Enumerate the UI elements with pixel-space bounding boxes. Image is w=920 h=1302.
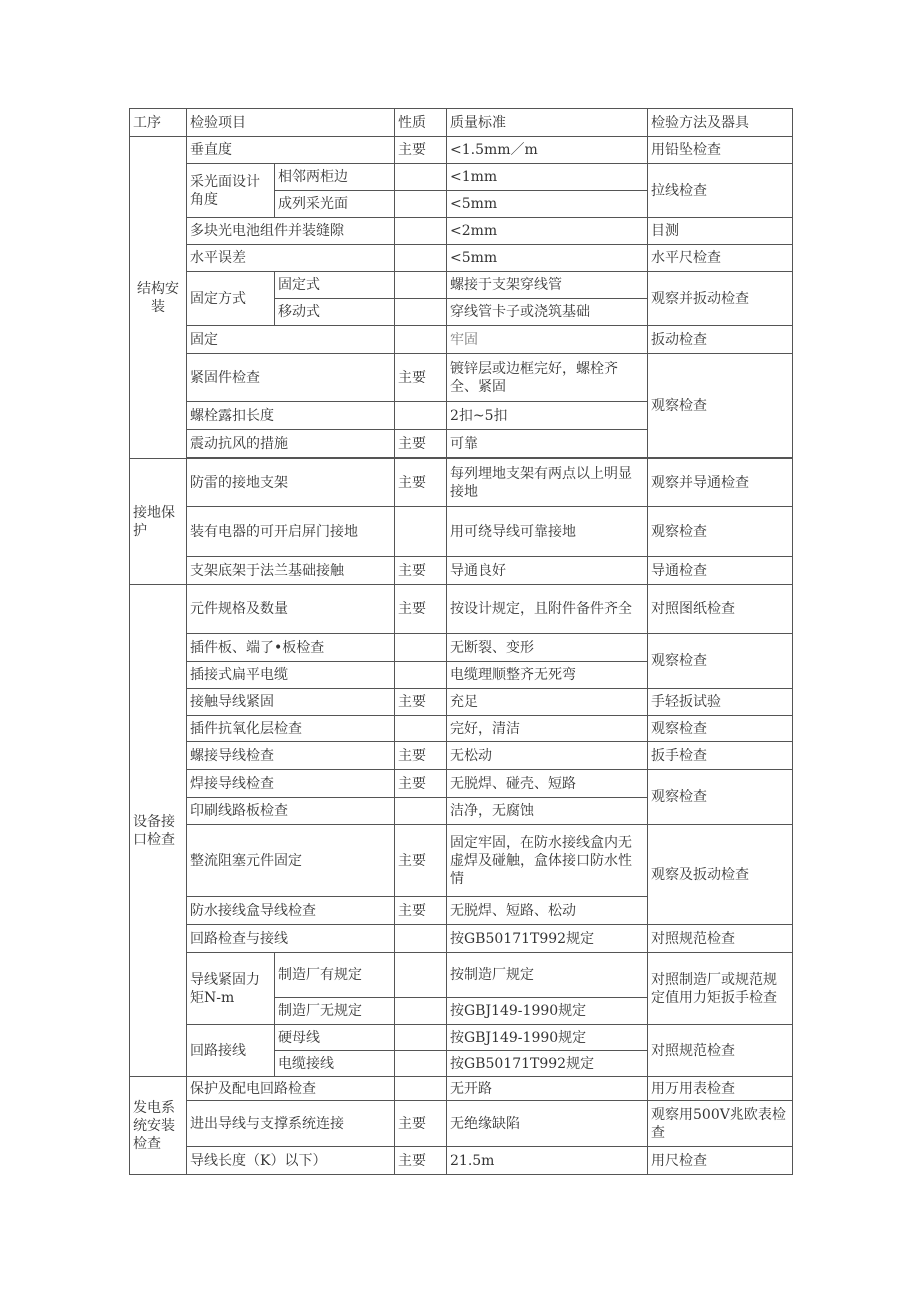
sub-item-cell: 制造厂有规定	[275, 953, 395, 998]
nature-cell: 主要	[395, 557, 447, 585]
item-cell: 防水接线盒导线检查	[187, 897, 395, 925]
standard-cell: 按GB50171T992规定	[447, 1051, 648, 1077]
table-row	[130, 585, 793, 634]
table-row	[130, 742, 793, 770]
group-label: 发电系统安装检查	[130, 1077, 187, 1175]
nature-cell	[395, 507, 447, 557]
method-cell: 对照规范检查	[648, 925, 793, 953]
nature-cell: 主要	[395, 430, 447, 458]
item-cell: 焊接导线检查	[187, 770, 395, 798]
standard-cell: 螺接于支架穿线管	[447, 272, 648, 299]
nature-cell: 主要	[395, 742, 447, 770]
item-cell: 保护及配电回路检查	[187, 1077, 395, 1101]
nature-cell	[395, 191, 447, 218]
method-cell: 对照规范检查	[648, 1025, 793, 1077]
inspection-table	[129, 108, 793, 1175]
standard-cell: 完好，清洁	[447, 716, 648, 742]
method-cell: 观察用500V兆欧表检查	[648, 1101, 793, 1147]
item-cell: 接触导线紧固	[187, 689, 395, 716]
nature-cell	[395, 272, 447, 299]
nature-cell: 主要	[395, 354, 447, 402]
item-cell: 固定方式	[187, 272, 275, 326]
method-cell: 目测	[648, 218, 793, 245]
standard-cell: 无松动	[447, 742, 648, 770]
method-cell: 导通检查	[648, 557, 793, 585]
table-row	[130, 354, 793, 402]
header-row	[130, 109, 793, 137]
table-row	[130, 1025, 793, 1051]
table-row	[130, 137, 793, 164]
standard-cell: 无开路	[447, 1077, 648, 1101]
standard-cell: <5mm	[447, 191, 648, 218]
method-cell: 观察检查	[648, 770, 793, 825]
header-item: 检验项目	[187, 109, 395, 137]
item-cell: 支架底架于法兰基础接触	[187, 557, 395, 585]
method-cell: 观察检查	[648, 507, 793, 557]
nature-cell: 主要	[395, 1101, 447, 1147]
method-cell: 观察检查	[648, 634, 793, 689]
table-row	[130, 326, 793, 354]
nature-cell	[395, 716, 447, 742]
header-method: 检验方法及器具	[648, 109, 793, 137]
table-row	[130, 925, 793, 953]
item-cell: 导线紧固力矩N-m	[187, 953, 275, 1025]
nature-cell	[395, 164, 447, 191]
nature-cell	[395, 218, 447, 245]
table-row	[130, 716, 793, 742]
sub-item-cell: 硬母线	[275, 1025, 395, 1051]
table-row	[130, 557, 793, 585]
sub-item-cell: 制造厂无规定	[275, 998, 395, 1025]
standard-cell: 用可绕导线可靠接地	[447, 507, 648, 557]
table-row	[130, 507, 793, 557]
nature-cell	[395, 925, 447, 953]
standard-cell: 按GBJ149-1990规定	[447, 1025, 648, 1051]
item-cell: 多块光电池组件并装缝隙	[187, 218, 395, 245]
method-cell: 观察并扳动检查	[648, 272, 793, 326]
standard-cell: 每列埋地支架有两点以上明显接地	[447, 459, 648, 507]
method-cell: 扳手检查	[648, 742, 793, 770]
item-cell: 整流阻塞元件固定	[187, 825, 395, 897]
table-row	[130, 164, 793, 191]
nature-cell: 主要	[395, 459, 447, 507]
standard-cell: 按GBJ149-1990规定	[447, 998, 648, 1025]
item-cell: 印刷线路板检查	[187, 798, 395, 825]
table-row	[130, 634, 793, 662]
nature-cell: 主要	[395, 689, 447, 716]
nature-cell	[395, 998, 447, 1025]
standard-cell: 无脱焊、碰壳、短路	[447, 770, 648, 798]
method-cell: 拉线检查	[648, 164, 793, 218]
sub-item-cell: 相邻两柜边	[275, 164, 395, 191]
header-nature: 性质	[395, 109, 447, 137]
table-row	[130, 1147, 793, 1175]
standard-cell: 充足	[447, 689, 648, 716]
standard-cell: 可靠	[447, 430, 648, 458]
item-cell: 固定	[187, 326, 395, 354]
nature-cell	[395, 798, 447, 825]
standard-cell: 牢固	[447, 326, 648, 354]
item-cell: 螺接导线检查	[187, 742, 395, 770]
method-cell: 用铅坠检查	[648, 137, 793, 164]
table-row	[130, 770, 793, 798]
group-label: 设备接口检查	[130, 585, 187, 1077]
method-cell: 对照制造厂或规范规定值用力矩扳手检查	[648, 953, 793, 1025]
sub-item-cell: 电缆接线	[275, 1051, 395, 1077]
item-cell: 进出导线与支撑系统连接	[187, 1101, 395, 1147]
item-cell: 回路检查与接线	[187, 925, 395, 953]
item-cell: 装有电器的可开启屏门接地	[187, 507, 395, 557]
standard-cell: 电缆理顺整齐无死弯	[447, 662, 648, 689]
item-cell: 水平误差	[187, 245, 395, 272]
group-label: 接地保护	[130, 459, 187, 585]
standard-cell: <2mm	[447, 218, 648, 245]
item-cell: 采光面设计角度	[187, 164, 275, 218]
nature-cell: 主要	[395, 137, 447, 164]
nature-cell	[395, 299, 447, 326]
nature-cell: 主要	[395, 585, 447, 634]
standard-cell: 2扣~5扣	[447, 402, 648, 430]
standard-cell: 按制造厂规定	[447, 953, 648, 998]
table-row	[130, 1077, 793, 1101]
standard-cell: 无脱焊、短路、松动	[447, 897, 648, 925]
nature-cell	[395, 953, 447, 998]
method-cell: 水平尺检查	[648, 245, 793, 272]
method-cell: 用万用表检查	[648, 1077, 793, 1101]
standard-cell: 无绝缘缺陷	[447, 1101, 648, 1147]
nature-cell	[395, 1051, 447, 1077]
sub-item-cell: 成列采光面	[275, 191, 395, 218]
standard-cell: 固定牢固，在防水接线盒内无虚焊及碰触，盒体接口防水性情	[447, 825, 648, 897]
table-row	[130, 953, 793, 998]
item-cell: 导线长度（K）以下）	[187, 1147, 395, 1175]
table-row	[130, 272, 793, 299]
table-row	[130, 1101, 793, 1147]
standard-cell: 按设计规定，且附件备件齐全	[447, 585, 648, 634]
method-cell: 观察及扳动检查	[648, 825, 793, 925]
standard-cell: <5mm	[447, 245, 648, 272]
standard-cell: 导通良好	[447, 557, 648, 585]
item-cell: 垂直度	[187, 137, 395, 164]
method-cell: 观察检查	[648, 354, 793, 458]
item-cell: 螺栓露扣长度	[187, 402, 395, 430]
nature-cell: 主要	[395, 1147, 447, 1175]
item-cell: 元件规格及数量	[187, 585, 395, 634]
method-cell: 用尺检查	[648, 1147, 793, 1175]
table-row	[130, 689, 793, 716]
header-standard: 质量标准	[447, 109, 648, 137]
nature-cell	[395, 1025, 447, 1051]
standard-cell: <1mm	[447, 164, 648, 191]
table-row	[130, 245, 793, 272]
standard-cell: 21.5m	[447, 1147, 648, 1175]
nature-cell	[395, 1077, 447, 1101]
nature-cell	[395, 326, 447, 354]
standard-cell: 按GB50171T992规定	[447, 925, 648, 953]
nature-cell	[395, 662, 447, 689]
item-cell: 插件抗氧化层检查	[187, 716, 395, 742]
standard-cell: 无断裂、变形	[447, 634, 648, 662]
method-cell: 观察检查	[648, 716, 793, 742]
method-cell: 观察并导通检查	[648, 459, 793, 507]
item-cell: 回路接线	[187, 1025, 275, 1077]
table-row	[130, 459, 793, 507]
item-cell: 防雷的接地支架	[187, 459, 395, 507]
table-row	[130, 218, 793, 245]
method-cell: 手轻扳试验	[648, 689, 793, 716]
item-cell: 插接式扁平电缆	[187, 662, 395, 689]
table-row	[130, 825, 793, 897]
nature-cell: 主要	[395, 770, 447, 798]
method-cell: 扳动检查	[648, 326, 793, 354]
method-cell: 对照图纸检查	[648, 585, 793, 634]
item-cell: 震动抗风的措施	[187, 430, 395, 458]
sub-item-cell: 固定式	[275, 272, 395, 299]
nature-cell	[395, 402, 447, 430]
nature-cell	[395, 634, 447, 662]
standard-cell: <1.5mm／m	[447, 137, 648, 164]
standard-cell: 镀锌层或边框完好，螺栓齐全、紧固	[447, 354, 648, 402]
sub-item-cell: 移动式	[275, 299, 395, 326]
nature-cell	[395, 245, 447, 272]
item-cell: 插件板、端了•板检查	[187, 634, 395, 662]
item-cell: 紧固件检查	[187, 354, 395, 402]
group-label: 结构安装	[130, 137, 187, 459]
standard-cell: 穿线管卡子或浇筑基础	[447, 299, 648, 326]
standard-cell: 洁净，无腐蚀	[447, 798, 648, 825]
nature-cell: 主要	[395, 825, 447, 897]
header-proc: 工序	[130, 109, 187, 137]
nature-cell: 主要	[395, 897, 447, 925]
